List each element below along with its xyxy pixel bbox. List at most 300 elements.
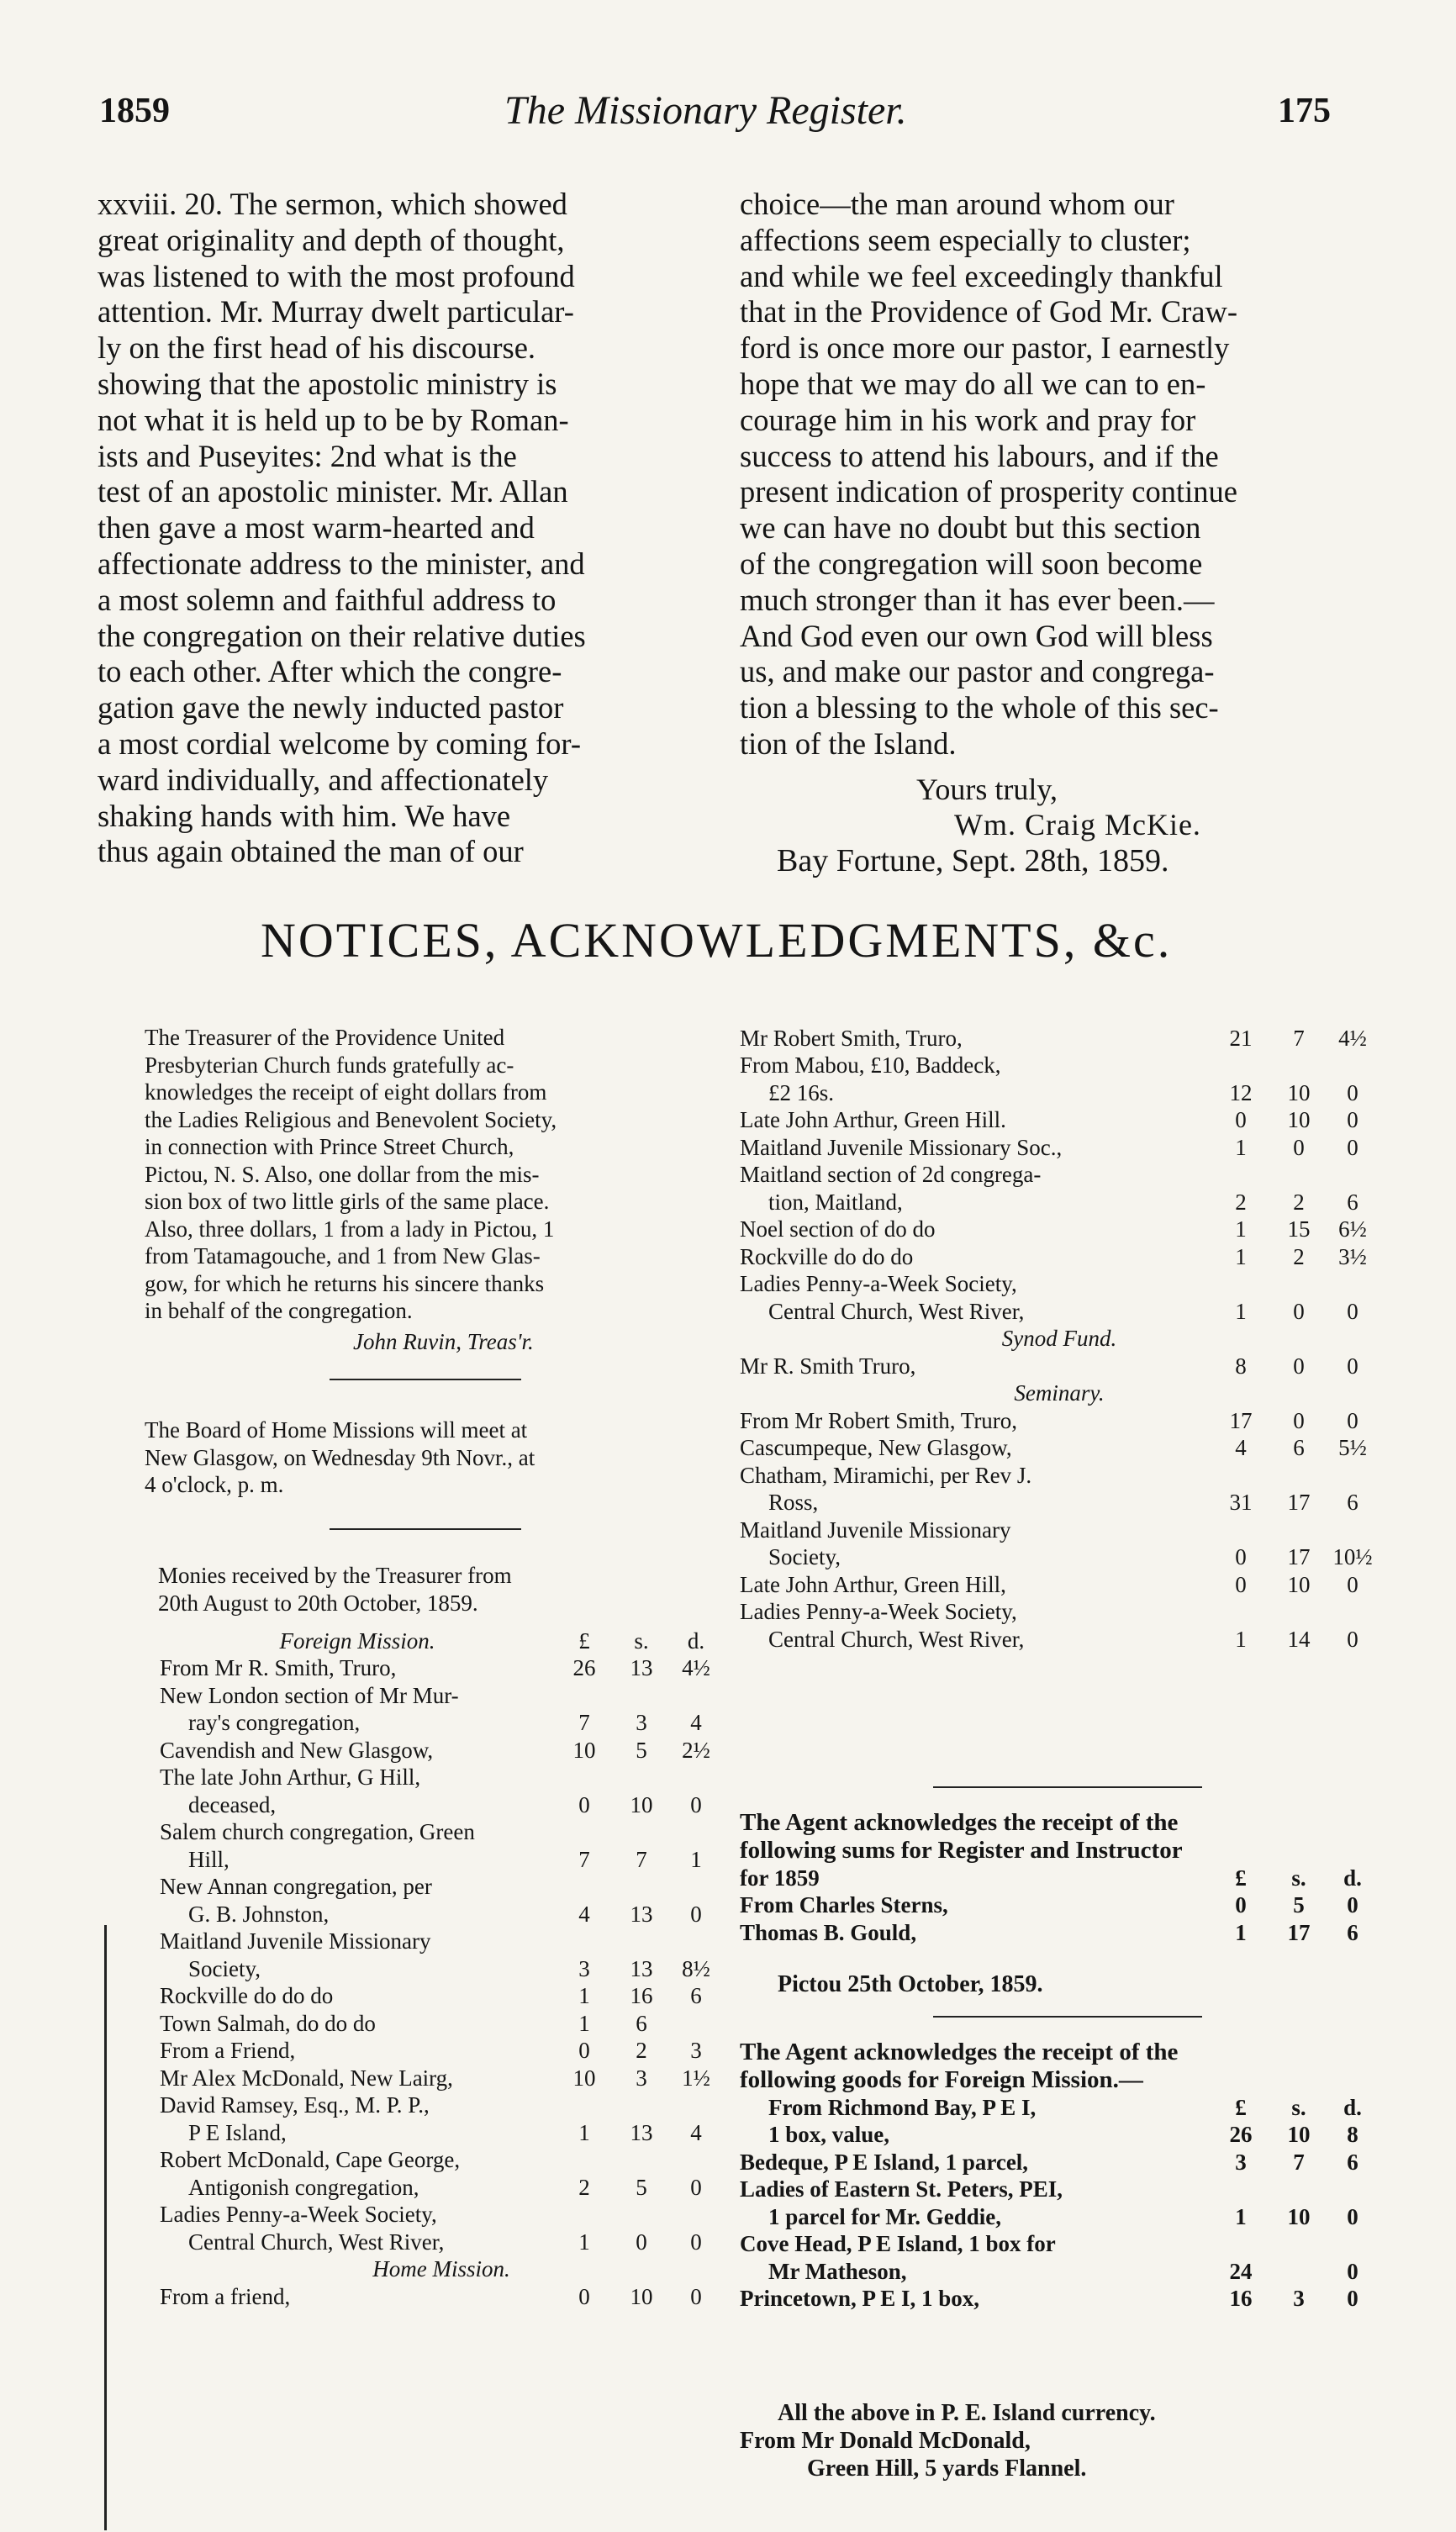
pence-value — [669, 1873, 723, 1901]
account-label: Rockville do do do — [740, 1243, 914, 1269]
pounds-value — [1211, 1161, 1271, 1189]
account-row — [160, 1982, 723, 2010]
account-label: Central Church, West River, — [188, 2229, 445, 2255]
account-row — [160, 1709, 723, 1737]
treasurer-notice — [145, 1024, 725, 1325]
letter-line: success to attend his labours, and if the — [740, 438, 1219, 473]
pounds-value — [555, 2146, 614, 2174]
letter-line: ward individually, and affectionately — [98, 762, 549, 797]
pence-value: 0 — [1347, 1571, 1358, 1597]
account-row — [160, 1873, 723, 1901]
pounds-value: 1 — [578, 1983, 590, 2008]
account-row — [160, 2092, 723, 2119]
shillings-value — [1271, 1161, 1327, 1189]
letter-line: that in the Providence of God Mr. Craw- — [740, 294, 1237, 330]
divider — [933, 1786, 1202, 1788]
shillings-value: 14 — [1287, 1626, 1311, 1652]
account-row — [740, 1052, 1379, 1079]
fund-heading-row — [740, 1379, 1379, 1407]
letter-line: affections seem especially to cluster; — [740, 222, 1191, 257]
pence-value: 6 — [1347, 1189, 1358, 1215]
fund-heading: Synod Fund. — [1001, 1326, 1117, 1351]
pounds-value: 1 — [1235, 1243, 1247, 1269]
account-label: Thomas B. Gould, — [740, 1919, 917, 1945]
fund-heading: Home Mission. — [372, 2256, 510, 2281]
shillings-header: s. — [634, 1627, 649, 1654]
shillings-value: 7 — [1293, 2149, 1305, 2175]
agent-dateline: Pictou 25th October, 1859. — [778, 1971, 1043, 1997]
account-row — [160, 1654, 723, 1682]
account-row — [740, 2230, 1379, 2258]
pounds-value: 8 — [1235, 1353, 1247, 1379]
pounds-value: 26 — [572, 1655, 596, 1680]
account-label: From Richmond Bay, P E I, — [768, 2094, 1037, 2120]
pence-value — [669, 2092, 723, 2119]
pounds-value: 10 — [572, 1737, 596, 1763]
pounds-value: 0 — [578, 2283, 590, 2309]
account-label: Town Salmah, do do do — [160, 2010, 376, 2036]
goods-table — [740, 2093, 1379, 2312]
shillings-value — [614, 1873, 669, 1901]
shillings-value: 2 — [636, 2038, 647, 2063]
pence-value: 2½ — [682, 1737, 710, 1763]
account-label: Maitland Juvenile Missionary Soc., — [740, 1134, 1063, 1160]
shillings-value: 0 — [1293, 1134, 1305, 1160]
pence-value — [1327, 1161, 1379, 1189]
letter-line: courage him in his work and pray for — [740, 402, 1196, 437]
shillings-value: 5 — [1293, 1892, 1305, 1917]
notice-line: the Ladies Religious and Benevolent Society, — [145, 1106, 557, 1132]
pence-value: 1½ — [682, 2065, 710, 2091]
account-row — [160, 1845, 723, 1873]
account-label: 1 parcel for Mr. Geddie, — [768, 2203, 1001, 2229]
account-label: Noel section of do do — [740, 1216, 936, 1242]
letter-line: the congregation on their relative duties — [98, 618, 586, 653]
account-label: 1 box, value, — [768, 2122, 890, 2147]
account-row — [740, 1352, 1379, 1379]
account-label: The late John Arthur, G Hill, — [160, 1764, 421, 1790]
account-label: Late John Arthur, Green Hill. — [740, 1107, 1006, 1132]
account-label: Antigonish congregation, — [188, 2174, 419, 2200]
notice-line: following goods for Foreign Mission.— — [740, 2065, 1143, 2093]
account-label: Mr R. Smith Truro, — [740, 1353, 916, 1379]
letter-line: affectionate address to the minister, and — [98, 546, 585, 581]
account-row — [160, 2201, 723, 2229]
pence-value — [1327, 1052, 1379, 1079]
shillings-value: 17 — [1287, 1490, 1311, 1515]
account-row — [740, 2257, 1379, 2285]
account-label: Central Church, West River, — [768, 1626, 1025, 1652]
pence-value: 4½ — [682, 1655, 710, 1680]
pounds-value: 0 — [1235, 1107, 1247, 1132]
shillings-value — [1271, 1052, 1327, 1079]
shillings-value: 6 — [1293, 1435, 1305, 1460]
letter-dateline: Bay Fortune, Sept. 28th, 1859. — [777, 843, 1169, 878]
pounds-value — [1211, 1052, 1271, 1079]
letter-line: tion a blessing to the whole of this sec- — [740, 690, 1219, 725]
shillings-value: 13 — [630, 2119, 653, 2145]
pence-header: d. — [1343, 2094, 1362, 2120]
pence-header: d. — [687, 1627, 705, 1654]
pounds-value: 2 — [1235, 1189, 1247, 1215]
letter-line: we can have no doubt but this section — [740, 510, 1201, 546]
shillings-value: 7 — [1293, 1025, 1305, 1051]
foreign-mission-table — [160, 1627, 723, 2310]
account-row — [160, 1818, 723, 1846]
shillings-value — [1271, 1516, 1327, 1543]
account-label: Mr Alex McDonald, New Lairg, — [160, 2065, 453, 2091]
pence-value: 0 — [1347, 1298, 1358, 1324]
pence-value: 0 — [1347, 2203, 1358, 2229]
shillings-value — [1271, 2230, 1327, 2258]
pence-value — [1327, 1598, 1379, 1626]
pounds-header: £ — [1235, 1865, 1247, 1891]
pounds-value: 21 — [1229, 1025, 1253, 1051]
notice-line: Also, three dollars, 1 from a lady in Pictou, 1 — [145, 1216, 555, 1242]
pence-value: 3½ — [1338, 1243, 1367, 1269]
notice-line: in behalf of the congregation. — [145, 1298, 413, 1323]
shillings-value: 3 — [636, 1710, 647, 1735]
account-label: Robert McDonald, Cape George, — [160, 2147, 461, 2172]
pence-value: 0 — [690, 1901, 702, 1927]
letter-column-right — [740, 187, 1382, 762]
account-label: Ladies Penny-a-Week Society, — [160, 2202, 437, 2227]
shillings-value: 5 — [636, 1737, 647, 1763]
account-label: New London section of Mr Mur- — [160, 1682, 459, 1708]
pounds-value — [1211, 2176, 1271, 2203]
notice-line: 20th August to 20th October, 1859. — [158, 1590, 478, 1616]
page-number: 175 — [1278, 92, 1331, 130]
letter-line: shaking hands with him. We have — [98, 798, 511, 833]
letter-line: present indication of prosperity continue — [740, 474, 1237, 509]
account-label: From Mr R. Smith, Truro, — [160, 1655, 397, 1680]
section-heading: Foreign Mission. — [279, 1627, 435, 1654]
letter-line: not what it is held up to be by Roman- — [98, 402, 569, 437]
account-label: Ross, — [768, 1490, 819, 1515]
pounds-value: 1 — [1235, 1134, 1247, 1160]
shillings-value — [1271, 2257, 1327, 2285]
account-label: New Annan congregation, per — [160, 1874, 432, 1899]
pence-value: 0 — [1347, 1892, 1358, 1917]
account-header-row — [740, 1864, 1379, 1891]
pounds-value: 10 — [572, 2065, 596, 2091]
account-label: P E Island, — [188, 2119, 287, 2145]
account-label: Princetown, P E I, 1 box, — [740, 2286, 980, 2311]
account-row — [740, 1516, 1379, 1543]
pence-value: 6 — [1347, 1490, 1358, 1515]
pence-value: 0 — [690, 2229, 702, 2255]
letter-line: thus again obtained the man of our — [98, 834, 524, 869]
shillings-value — [614, 2146, 669, 2174]
notice-line: Pictou, N. S. Also, one dollar from the mis- — [145, 1161, 540, 1187]
pounds-value: 0 — [1235, 1571, 1247, 1597]
right-accounts-table — [740, 1024, 1379, 1653]
letter-line: hope that we may do all we can to en- — [740, 366, 1206, 401]
shillings-value: 0 — [1293, 1298, 1305, 1324]
account-label: ray's congregation, — [188, 1710, 361, 1735]
account-label: Late John Arthur, Green Hill, — [740, 1571, 1006, 1597]
pence-value — [1327, 1461, 1379, 1489]
account-row — [740, 1024, 1379, 1052]
pounds-value: 1 — [1235, 1919, 1247, 1945]
pounds-value — [1211, 2230, 1271, 2258]
pence-value: 6½ — [1338, 1216, 1367, 1242]
account-row — [160, 2118, 723, 2146]
account-row — [160, 2037, 723, 2065]
account-row — [740, 1918, 1379, 1946]
shillings-value — [1271, 1461, 1327, 1489]
letter-line: a most solemn and faithful address to — [98, 582, 557, 617]
account-row — [160, 2009, 723, 2037]
pounds-value: 1 — [1235, 1298, 1247, 1324]
shillings-value: 13 — [630, 1955, 653, 1981]
board-notice — [145, 1416, 725, 1499]
account-row — [740, 1242, 1379, 1270]
notice-line: Presbyterian Church funds gratefully ac- — [145, 1052, 514, 1078]
pounds-value — [555, 1928, 614, 1955]
account-label: Ladies Penny-a-Week Society, — [740, 1271, 1017, 1296]
pence-value: 0 — [1347, 1353, 1358, 1379]
shillings-value: 2 — [1293, 1189, 1305, 1215]
account-row — [740, 1188, 1379, 1216]
shillings-value — [1271, 1270, 1327, 1298]
notice-line: Monies received by the Treasurer from — [158, 1563, 512, 1588]
pounds-value: 3 — [1235, 2149, 1247, 2175]
account-row — [740, 1079, 1379, 1106]
account-label: From Charles Sterns, — [740, 1892, 948, 1917]
pence-value: 0 — [1347, 1079, 1358, 1105]
letter-line: attention. Mr. Murray dwelt particular- — [98, 294, 574, 330]
pence-value — [1327, 1270, 1379, 1298]
notice-line: following sums for Register and Instructor — [740, 1836, 1183, 1864]
pounds-value: 16 — [1229, 2286, 1253, 2311]
pence-value — [1327, 2230, 1379, 2258]
account-row — [740, 1216, 1379, 1243]
pence-value — [669, 2009, 723, 2037]
pounds-value: 7 — [578, 1846, 590, 1872]
account-label: Chatham, Miramichi, per Rev J. — [740, 1462, 1032, 1488]
account-row — [740, 1543, 1379, 1571]
pounds-header: £ — [1235, 2094, 1247, 2120]
pence-value: 5½ — [1338, 1435, 1367, 1460]
shillings-value — [614, 2092, 669, 2119]
shillings-value: 17 — [1287, 1919, 1311, 1945]
pounds-value — [1211, 1516, 1271, 1543]
account-label: Cove Head, P E Island, 1 box for — [740, 2231, 1056, 2256]
shillings-value: 10 — [630, 2283, 653, 2309]
pence-value: 6 — [1347, 2149, 1358, 2175]
account-row — [740, 1461, 1379, 1489]
shillings-value: 0 — [1293, 1407, 1305, 1433]
shillings-value: 16 — [630, 1983, 653, 2008]
divider — [330, 1379, 521, 1380]
divider — [330, 1528, 521, 1530]
pence-value: 0 — [1347, 1626, 1358, 1652]
pence-value: 0 — [1347, 1134, 1358, 1160]
account-row — [160, 1791, 723, 1818]
pounds-value — [555, 1818, 614, 1846]
account-row — [740, 1489, 1379, 1517]
notice-line: knowledges the receipt of eight dollars from — [145, 1079, 547, 1105]
account-header-row — [160, 1627, 723, 1654]
letter-line: and while we feel exceedingly thankful — [740, 258, 1223, 293]
account-label: Society, — [768, 1544, 841, 1569]
account-row — [740, 1406, 1379, 1434]
pence-value: 4 — [690, 1710, 702, 1735]
shillings-value: 10 — [1287, 1571, 1311, 1597]
notice-line: from Tatamagouche, and 1 from New Glas- — [145, 1243, 541, 1269]
donor-line: From Mr Donald McDonald, — [740, 2428, 1031, 2454]
account-label: Mr Matheson, — [768, 2258, 907, 2284]
pence-value: 0 — [690, 2174, 702, 2200]
account-label: Rockville do do do — [160, 1983, 334, 2008]
letter-line: ford is once more our pastor, I earnestly — [740, 330, 1230, 366]
pounds-value: 31 — [1229, 1490, 1253, 1515]
letter-line: And God even our own God will bless — [740, 618, 1213, 653]
account-label: Maitland Juvenile Missionary — [160, 1928, 431, 1954]
pounds-value: 1 — [1235, 1626, 1247, 1652]
shillings-value: 10 — [1287, 2203, 1311, 2229]
pounds-value: 3 — [578, 1955, 590, 1981]
pence-value — [1327, 2176, 1379, 2203]
pounds-value: 2 — [578, 2174, 590, 2200]
pounds-value — [1211, 1270, 1271, 1298]
notice-line: The Board of Home Missions will meet at — [145, 1417, 528, 1443]
pence-value: 4 — [690, 2119, 702, 2145]
account-row — [160, 2228, 723, 2255]
pounds-value: 26 — [1229, 2122, 1253, 2147]
pence-value: 0 — [1347, 2258, 1358, 2284]
shillings-value: 3 — [1293, 2286, 1305, 2311]
pounds-value — [555, 1681, 614, 1709]
account-row — [740, 1270, 1379, 1298]
pounds-value: 12 — [1229, 1079, 1253, 1105]
pence-value — [669, 1764, 723, 1791]
shillings-value: 2 — [1293, 1243, 1305, 1269]
account-label: £2 16s. — [768, 1079, 835, 1105]
account-row — [740, 1625, 1379, 1653]
pence-value — [669, 2201, 723, 2229]
letter-line: gation gave the newly inducted pastor — [98, 690, 564, 725]
pence-value: 0 — [1347, 1407, 1358, 1433]
notice-line: sion box of two little girls of the same place. — [145, 1189, 550, 1214]
pounds-value: 17 — [1229, 1407, 1253, 1433]
pounds-value: 24 — [1229, 2258, 1253, 2284]
shillings-header: s. — [1291, 2094, 1306, 2120]
shillings-header: s. — [1291, 1865, 1306, 1891]
pounds-value: 7 — [578, 1710, 590, 1735]
account-label: Ladies Penny-a-Week Society, — [740, 1599, 1017, 1624]
pounds-value: 1 — [578, 2229, 590, 2255]
letter-line: of the congregation will soon become — [740, 546, 1203, 581]
account-row — [740, 1598, 1379, 1626]
pence-value: 0 — [690, 1791, 702, 1817]
account-label: Central Church, West River, — [768, 1298, 1025, 1324]
account-row — [160, 2173, 723, 2201]
pounds-value — [555, 1873, 614, 1901]
pounds-value: 1 — [1235, 1216, 1247, 1242]
shillings-value — [614, 2201, 669, 2229]
agent-goods-notice — [740, 2039, 1379, 2093]
pounds-value — [555, 2092, 614, 2119]
account-row — [160, 2064, 723, 2092]
pence-header: d. — [1343, 1865, 1362, 1891]
fund-heading-row — [740, 1325, 1379, 1353]
register-sums-table — [740, 1864, 1379, 1946]
shillings-value: 13 — [630, 1655, 653, 1680]
pence-value — [669, 1928, 723, 1955]
shillings-value: 10 — [1287, 1079, 1311, 1105]
shillings-value: 0 — [636, 2229, 647, 2255]
account-label: G. B. Johnston, — [188, 1901, 330, 1927]
account-row — [740, 2285, 1379, 2313]
shillings-value — [614, 1928, 669, 1955]
account-row — [160, 1736, 723, 1764]
letter-line: tion of the Island. — [740, 725, 957, 761]
shillings-value: 6 — [636, 2010, 647, 2036]
account-label: Cascumpeque, New Glasgow, — [740, 1435, 1012, 1460]
treasurer-signature: John Ruvin, Treas'r. — [353, 1329, 534, 1354]
notice-line: gow, for which he returns his sincere thanks — [145, 1270, 545, 1296]
account-row — [740, 1297, 1379, 1325]
year-header: 1859 — [99, 92, 170, 130]
pence-value: 8 — [1347, 2122, 1358, 2147]
account-row — [740, 1434, 1379, 1462]
pounds-value — [1211, 1598, 1271, 1626]
monies-intro — [158, 1562, 730, 1617]
shillings-value: 10 — [1287, 2122, 1311, 2147]
shillings-value: 3 — [636, 2065, 647, 2091]
account-label: From a Friend, — [160, 2038, 296, 2063]
pence-value: 0 — [1347, 1107, 1358, 1132]
pence-value — [1327, 1516, 1379, 1543]
pence-value: 1 — [690, 1846, 702, 1872]
shillings-value: 10 — [630, 1791, 653, 1817]
agent-register-notice — [740, 1809, 1379, 1864]
pounds-value: 1 — [578, 2119, 590, 2145]
account-row — [740, 2202, 1379, 2230]
shillings-value — [614, 1764, 669, 1791]
account-row — [160, 1954, 723, 1982]
pounds-value — [555, 2201, 614, 2229]
periodical-title: The Missionary Register. — [504, 88, 907, 133]
account-row — [160, 2282, 723, 2310]
pounds-value: 4 — [1235, 1435, 1247, 1460]
notices-heading: NOTICES, ACKNOWLEDGMENTS, &c. — [261, 913, 1173, 968]
pounds-value: 0 — [1235, 1892, 1247, 1917]
account-row — [160, 1764, 723, 1791]
letter-line: us, and make our pastor and congrega- — [740, 654, 1215, 689]
pence-value: 0 — [690, 2283, 702, 2309]
account-row — [160, 1900, 723, 1928]
account-label: Maitland section of 2d congrega- — [740, 1162, 1042, 1187]
account-row — [740, 2148, 1379, 2176]
section-heading: for 1859 — [740, 1865, 820, 1891]
shillings-value: 5 — [636, 2174, 647, 2200]
pence-value — [669, 1818, 723, 1846]
account-row — [740, 1570, 1379, 1598]
currency-note: All the above in P. E. Island currency. — [778, 2400, 1156, 2426]
shillings-value: 15 — [1287, 1216, 1311, 1242]
account-label: Maitland Juvenile Missionary — [740, 1517, 1011, 1543]
shillings-value: 0 — [1293, 1353, 1305, 1379]
letter-line: great originality and depth of thought, — [98, 222, 565, 257]
shillings-value — [614, 1681, 669, 1709]
pounds-value: 1 — [1235, 2203, 1247, 2229]
pounds-value: 0 — [578, 1791, 590, 1817]
account-label: Society, — [188, 1955, 261, 1981]
margin-rule — [104, 1925, 107, 2530]
